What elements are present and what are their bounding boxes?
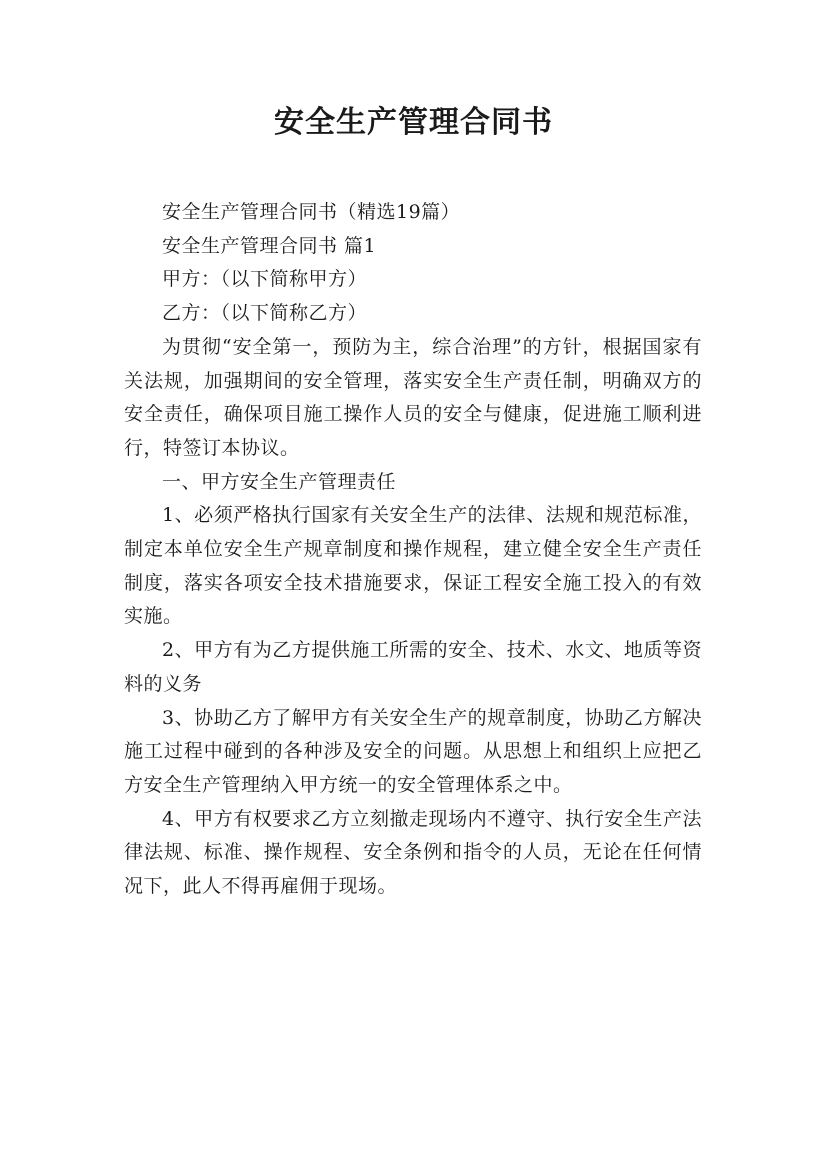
document-title: 安全生产管理合同书 xyxy=(274,105,553,140)
document-body xyxy=(124,196,702,904)
clause-1: 1、必须严格执行国家有关安全生产的法律、法规和规范标准，制定本单位安全生产规章制度和操作规程，建立健全安全生产责任制度，落实各项安全技术措施要求，保证工程安全施工投入的有效实施。 xyxy=(124,504,702,628)
section-heading: 安全生产管理合同书 篇1 xyxy=(162,234,377,257)
party-a-line: 甲方：（以下简称甲方） xyxy=(162,268,368,291)
clause-3: 3、协助乙方了解甲方有关安全生产的规章制度，协助乙方解决施工过程中碰到的各种涉及安全的问题。从思想上和组织上应把乙方安全生产管理纳入甲方统一的安全管理体系之中。 xyxy=(124,706,702,796)
preamble-paragraph: 为贯彻“安全第一，预防为主，综合治理”的方针，根据国家有关法规，加强期间的安全管理，落实安全生产责任制，明确双方的安全责任，确保项目施工操作人员的安全与健康，促进施工顺利进行，特签订本协议。 xyxy=(124,335,702,459)
party-b-line: 乙方：（以下简称乙方） xyxy=(162,302,368,325)
clause-heading: 一、甲方安全生产管理责任 xyxy=(162,470,397,493)
clause-4: 4、甲方有权要求乙方立刻撤走现场内不遵守、执行安全生产法律法规、标准、操作规程、安全条例和指令的人员，无论在任何情况下，此人不得再雇佣于现场。 xyxy=(124,807,702,898)
clause-2: 2、甲方有为乙方提供施工所需的安全、技术、水文、地质等资料的义务 xyxy=(124,639,702,695)
subtitle-line: 安全生产管理合同书（精选19篇） xyxy=(162,201,461,223)
